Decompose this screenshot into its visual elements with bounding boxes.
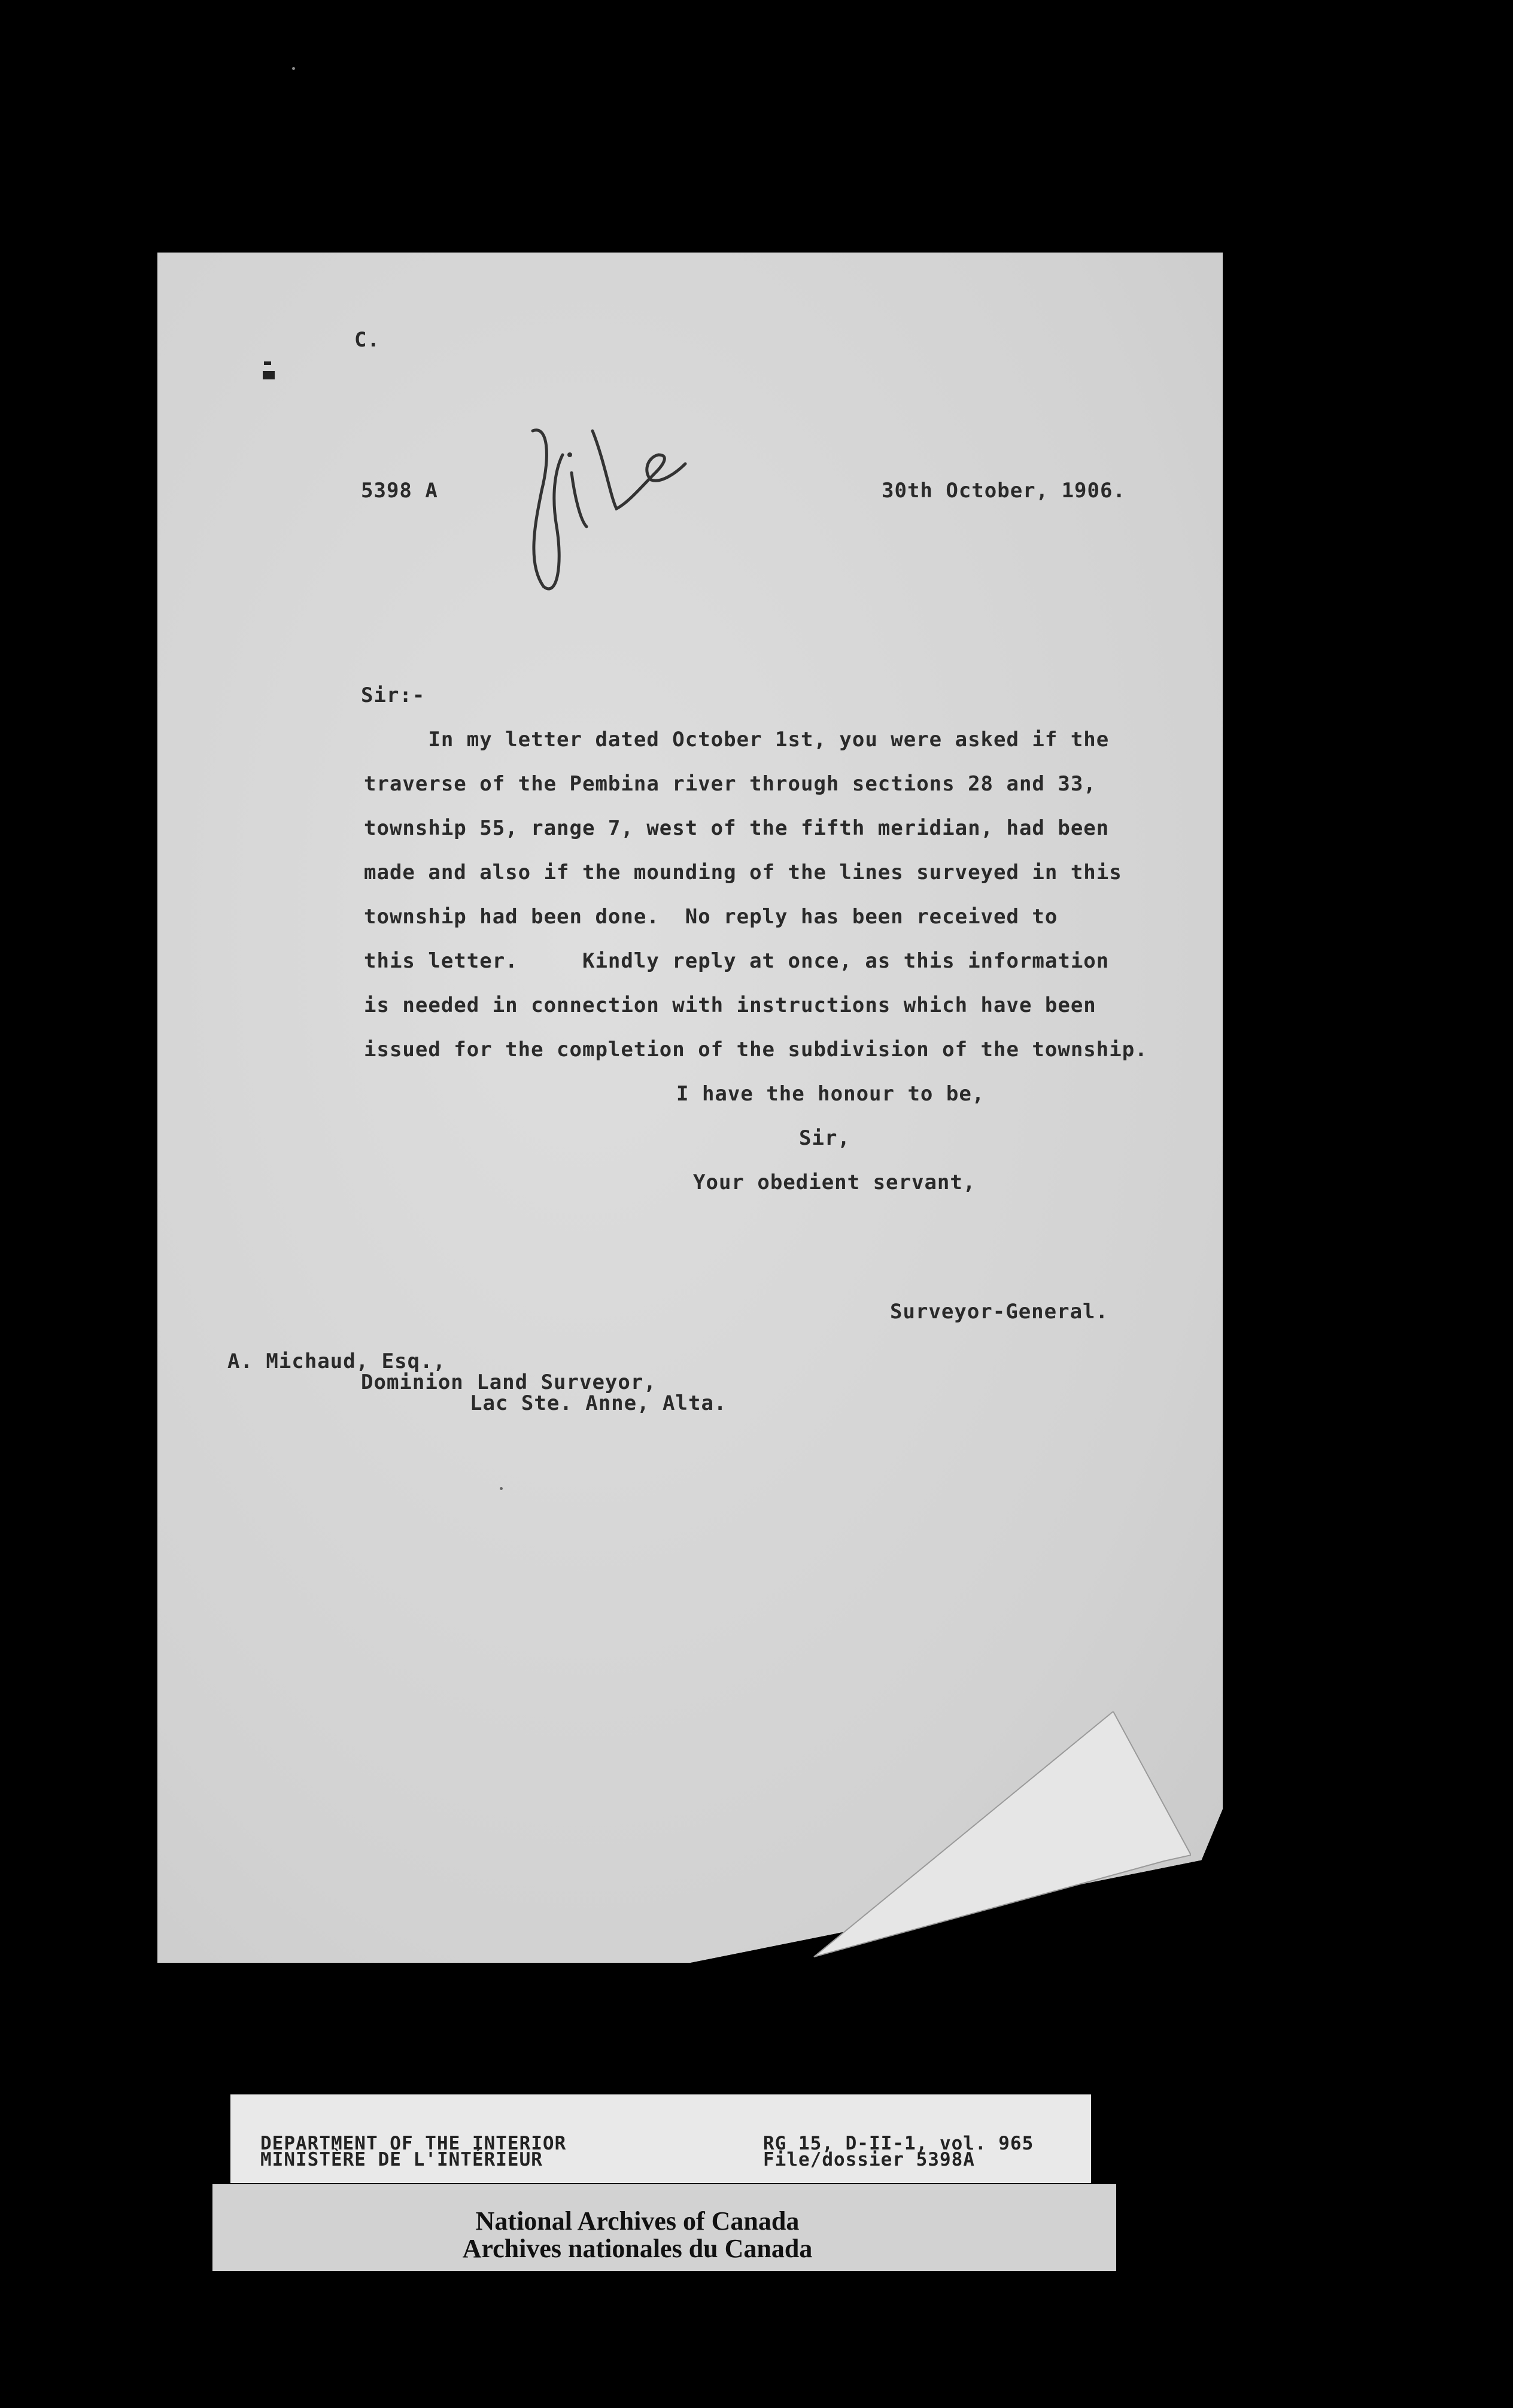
copy-mark: C.: [354, 328, 380, 352]
archives-name-french: Archives nationales du Canada: [462, 2234, 813, 2263]
margin-mark-icon: [262, 359, 279, 389]
body-line: this letter. Kindly reply at once, as this information: [364, 949, 1110, 973]
file-reference: 5398 A: [361, 479, 438, 503]
letter-date: 30th October, 1906.: [882, 479, 1126, 503]
handwritten-annotation: [515, 407, 694, 610]
body-line: issued for the completion of the subdivision of the township.: [364, 1038, 1148, 1062]
department-french: MINISTÈRE DE L'INTÉRIEUR: [260, 2149, 543, 2170]
addressee-title: Dominion Land Surveyor,: [361, 1370, 657, 1394]
archive-reference: RG 15, D-II-1, vol. 965: [763, 2133, 1034, 2154]
archive-label-upper: [230, 2094, 1091, 2183]
body-line: made and also if the mounding of the lines surveyed in this: [364, 861, 1122, 884]
archives-name-english: National Archives of Canada: [475, 2206, 800, 2236]
salutation: Sir:-: [361, 683, 426, 707]
addressee-name: A. Michaud, Esq.,: [227, 1349, 446, 1373]
body-line: traverse of the Pembina river through sections 28 and 33,: [364, 772, 1096, 796]
archive-file-number: File/dossier 5398A: [763, 2149, 975, 2170]
stray-mark: [292, 67, 295, 70]
closing-servant: Your obedient servant,: [693, 1170, 976, 1194]
department-english: DEPARTMENT OF THE INTERIOR: [260, 2133, 567, 2154]
addressee-place: Lac Ste. Anne, Alta.: [470, 1391, 727, 1415]
archive-label-lower: [212, 2184, 1116, 2271]
body-line: is needed in connection with instructions which have been: [364, 993, 1096, 1017]
body-line: In my letter dated October 1st, you were asked if the: [364, 728, 1110, 752]
closing-sir: Sir,: [799, 1126, 850, 1150]
closing-honour: I have the honour to be,: [676, 1082, 985, 1106]
signature-title: Surveyor-General.: [890, 1300, 1108, 1324]
stray-mark: [500, 1487, 503, 1490]
body-line: township 55, range 7, west of the fifth meridian, had been: [364, 816, 1110, 840]
body-line: township had been done. No reply has been received to: [364, 905, 1058, 929]
